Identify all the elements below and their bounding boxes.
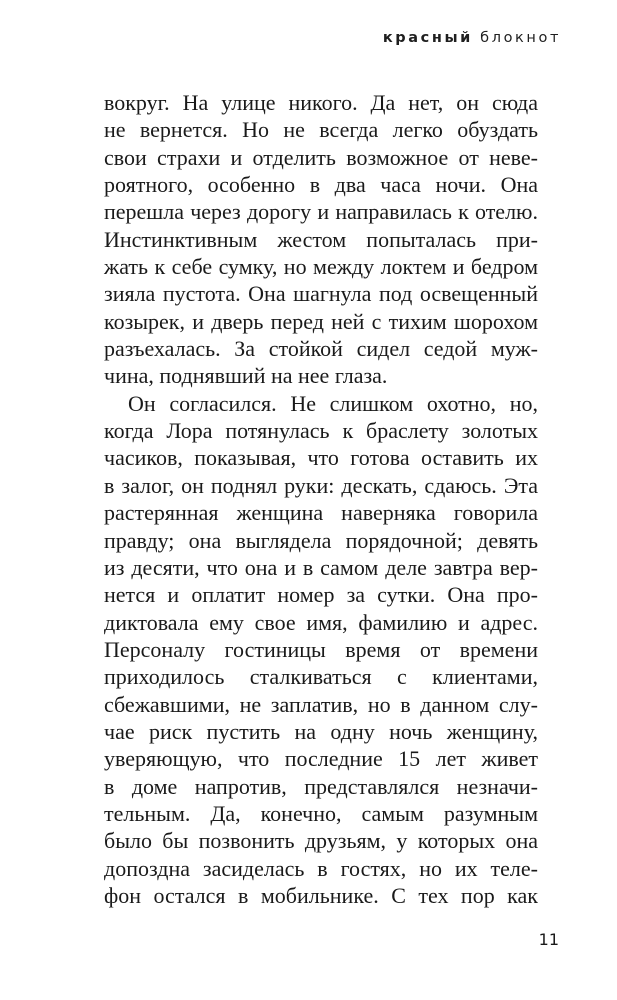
- text-line: перешла через дорогу и направилась к отелю.: [104, 199, 538, 225]
- running-head-title-light: блокнот: [480, 30, 561, 46]
- text-line: Он согласился. Не слишком охотно, но,: [128, 390, 538, 416]
- running-head-title-bold: красный: [382, 30, 473, 46]
- text-line: диктовала ему свое имя, фамилию и адрес.: [104, 609, 538, 635]
- text-line: нется и оплатит номер за сутки. Она про-: [104, 582, 538, 608]
- text-line: не вернется. Но не всегда легко обуздать: [104, 117, 538, 143]
- text-line: вокруг. На улице никого. Да нет, он сюда: [104, 90, 538, 115]
- text-line: Инстинктивным жестом попыталась при-: [104, 226, 538, 252]
- paragraph: [104, 390, 538, 910]
- text-line: тельным. Да, конечно, самым разумным: [104, 800, 538, 826]
- text-line: в доме напротив, представлялся незначи-: [104, 773, 538, 799]
- running-head: [383, 30, 561, 46]
- text-line: Персоналу гостиницы время от времени: [104, 636, 538, 662]
- text-line: козырек, и дверь перед ней с тихим шорохом: [104, 308, 538, 334]
- text-line: было бы позвонить друзьям, у которых она: [104, 828, 538, 854]
- text-line: жать к себе сумку, но между локтем и бедром: [104, 254, 538, 280]
- text-line: растерянная женщина наверняка говорила: [104, 500, 538, 526]
- text-line: чина, поднявший на нее глаза.: [104, 363, 388, 389]
- page-number: 11: [538, 930, 559, 949]
- text-line: роятного, особенно в два часа ночи. Она: [104, 172, 538, 198]
- text-line: в залог, он поднял руки: дескать, сдаюсь. Эта: [104, 472, 538, 498]
- paragraph: [104, 89, 538, 390]
- text-line: фон остался в мобильнике. С тех пор как: [104, 882, 538, 908]
- text-line: правду; она выглядела порядочной; девять: [104, 527, 538, 553]
- text-line: допоздна засиделась в гостях, но их теле-: [104, 855, 538, 881]
- text-line: разъехалась. За стойкой сидел седой муж-: [104, 336, 538, 362]
- text-line: уверяющую, что последние 15 лет живет: [104, 746, 538, 772]
- text-line: когда Лора потянулась к браслету золотых: [104, 418, 538, 444]
- text-line: свои страхи и отделить возможное от неве-: [104, 144, 538, 170]
- text-line: сбежавшими, не заплатив, но в данном слу-: [104, 691, 538, 717]
- text-line: зияла пустота. Она шагнула под освещенный: [104, 281, 538, 307]
- text-line: часиков, показывая, что готова оставить их: [104, 445, 538, 471]
- body-text: [104, 89, 538, 909]
- text-line: чае риск пустить на одну ночь женщину,: [104, 718, 538, 744]
- text-line: приходилось сталкиваться с клиентами,: [104, 664, 538, 690]
- text-line: из десяти, что она и в самом деле завтра вер-: [104, 554, 538, 580]
